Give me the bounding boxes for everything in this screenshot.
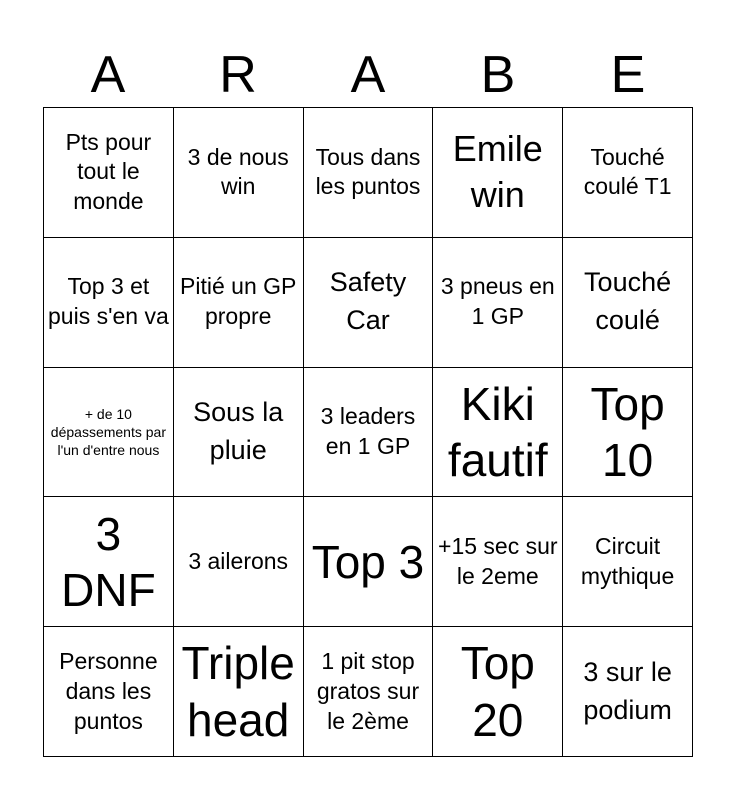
cell-text: Top 3 et puis s'en va [48,273,169,330]
bingo-cell[interactable] [563,497,693,627]
cell-text: 3 ailerons [188,547,289,574]
cell-text: Top 3 [311,535,425,588]
cell-text: Personne dans les puntos [59,647,158,734]
bingo-header [43,42,693,108]
header-letter-a-2: A [350,46,386,104]
bingo-board [43,107,693,757]
cell-text: 3 DNF [61,507,156,616]
cell-text: + de 10 dépassements par l'un d'entre nous [50,405,166,459]
bingo-cell[interactable] [563,627,693,757]
header-letter-b: B [480,46,516,104]
cell-text: Pitié un GP propre [180,273,297,330]
bingo-cell[interactable] [44,108,174,238]
bingo-cell[interactable] [44,497,174,627]
bingo-cell[interactable] [44,627,174,757]
cell-text: Kiki fautif [447,377,548,486]
cell-text: Triple head [181,637,295,746]
bingo-cell[interactable] [44,368,174,498]
cell-text: 3 de nous win [187,143,289,200]
cell-text: Touché coulé T1 [583,143,672,200]
cell-text: 3 sur le podium [583,656,672,725]
bingo-cell[interactable] [174,238,304,368]
bingo-cell[interactable] [563,368,693,498]
cell-text: 1 pit stop gratos sur le 2ème [316,647,420,734]
cell-text: Top 10 [590,377,665,486]
bingo-cell[interactable] [563,108,693,238]
bingo-cell[interactable] [44,238,174,368]
header-letter-a: A [90,46,126,104]
bingo-cell[interactable] [304,368,434,498]
bingo-cell[interactable] [433,368,563,498]
bingo-cell[interactable] [433,238,563,368]
header-letter-e: E [610,46,646,104]
header-letter-r: R [219,46,257,104]
bingo-cell[interactable] [174,497,304,627]
bingo-cell[interactable] [174,368,304,498]
cell-text: Tous dans les puntos [315,143,421,200]
cell-text: +15 sec sur le 2eme [438,532,558,589]
cell-text: Emile win [452,127,543,216]
cell-text: 3 pneus en 1 GP [440,273,555,330]
bingo-cell[interactable] [433,627,563,757]
cell-text: Safety Car [329,267,407,336]
cell-text: Top 20 [460,637,535,746]
bingo-cell[interactable] [174,627,304,757]
bingo-cell[interactable] [174,108,304,238]
bingo-cell[interactable] [304,108,434,238]
bingo-cell[interactable] [563,238,693,368]
cell-text: Circuit mythique [580,532,675,589]
cell-text: 3 leaders en 1 GP [320,403,416,459]
bingo-cell[interactable] [433,108,563,238]
cell-text: Sous la pluie [193,397,284,465]
cell-text: Touché coulé [584,267,672,336]
bingo-cell[interactable] [304,497,434,627]
cell-text: Pts pour tout le monde [65,128,152,215]
bingo-cell[interactable] [304,238,434,368]
bingo-cell[interactable] [304,627,434,757]
bingo-cell[interactable] [433,497,563,627]
